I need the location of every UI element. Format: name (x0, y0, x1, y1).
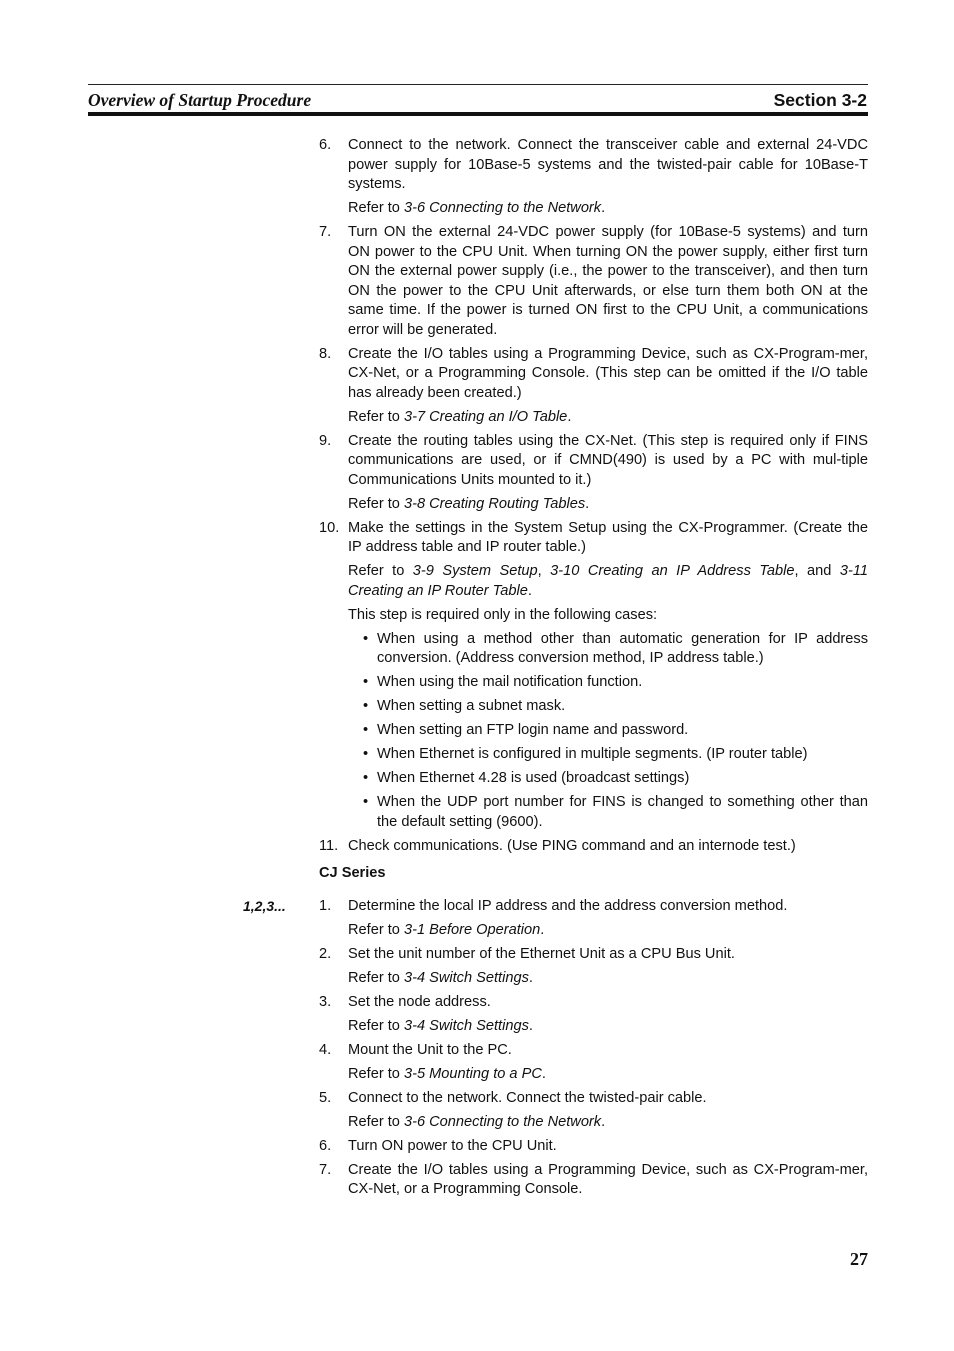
list-item: 7. Create the I/O tables using a Programming Device, such as CX-Program-mer, CX-Net, or a Programming Console. (319, 1161, 868, 1197)
bullet-item: • When using a method other than automatic generation for IP address conversion. (Address conversion method, IP address table.) (363, 630, 868, 666)
list-item: 11. Check communications. (Use PING command and an internode test.) (319, 837, 796, 854)
reference-line: Refer to 3-4 Switch Settings. (348, 1017, 533, 1034)
header-rule-top (88, 84, 868, 85)
bullet-icon: • (363, 794, 369, 810)
reference-line: Refer to 3-4 Switch Settings. (348, 969, 533, 986)
subsection-heading: CJ Series (319, 865, 386, 881)
cross-reference: 3-9 System Setup (412, 563, 538, 579)
list-item: 8. Create the I/O tables using a Programming Device, such as CX-Program-mer, CX-Net, or a Programming Console. (This step can be omitted if the I/O table has already been created.) (319, 345, 868, 401)
list-item: 6. Turn ON power to the CPU Unit. (319, 1137, 557, 1154)
bullet-icon: • (363, 674, 369, 690)
reference-line: Refer to 3-8 Creating Routing Tables. (348, 495, 590, 512)
cross-reference: 3-5 Mounting to a PC (403, 1065, 542, 1082)
cross-reference: 3-8 Creating Routing Tables (403, 495, 586, 512)
bullet-item: • When setting an FTP login name and password. (319, 721, 868, 741)
running-header-title: Overview of Startup Procedure (88, 90, 312, 110)
bullet-item: • When using the mail notification function. (319, 673, 868, 693)
list-item: 4. Mount the Unit to the PC. (319, 1041, 512, 1058)
header-rule-bottom (88, 112, 868, 116)
cross-reference: 3-11 Creating an IP Router Table (348, 563, 868, 599)
reference-line: Refer to 3-6 Connecting to the Network. (348, 200, 606, 216)
step-label: 1,2,3... (243, 897, 286, 914)
cross-reference: 3-4 Switch Settings (403, 969, 529, 986)
bullet-item: • When the UDP port number for FINS is changed to something other than the default setting (9600). (363, 794, 868, 830)
list-item: 1. Determine the local IP address and the address conversion method. 1,2,3... (319, 897, 868, 917)
bullet-item: • When setting a subnet mask. (319, 697, 868, 717)
bullet-icon: • (363, 770, 369, 786)
list-item: 3. Set the node address. (319, 993, 491, 1010)
cross-reference: 3-6 Connecting to the Network (403, 1113, 602, 1130)
page-body (243, 136, 868, 1204)
list-item: 2. Set the unit number of the Ethernet Unit as a CPU Bus Unit. (319, 945, 735, 962)
reference-line: Refer to 3-9 System Setup, 3-10 Creating an IP Address Table, and 3-11 Creating an IP Router Table. (348, 563, 868, 599)
list-item: 6. Connect to the network. Connect the transceiver cable and external 24-VDC power supply for 10Base-5 systems and the twisted-pair cable for 10Base-T systems. (319, 137, 868, 192)
section-number: Section 3-2 (773, 90, 867, 110)
bullet-item: • When Ethernet is configured in multiple segments. (IP router table) (319, 745, 868, 765)
list-item: 5. Connect to the network. Connect the twisted-pair cable. (319, 1089, 707, 1106)
reference-line: Refer to 3-1 Before Operation. (348, 921, 545, 938)
cross-reference: 3-10 Creating an IP Address Table (550, 563, 795, 579)
reference-line: Refer to 3-7 Creating an I/O Table. (348, 408, 572, 425)
page-number: 27 (850, 1249, 868, 1269)
bullet-icon: • (363, 630, 369, 647)
list-item: 9. Create the routing tables using the CX-Net. (This step is required only if FINS communications are used, or if CMND(490) is used by a PC with mul-tiple Communications Units mounted to it.) (319, 432, 868, 488)
cases-intro: This step is required only in the following cases: (348, 606, 658, 623)
list-item: 7. Turn ON the external 24-VDC power supply (for 10Base-5 systems) and turn ON power to the CPU Unit. When turning ON the power supply, either first turn ON the external power supply (i.e., the power to the transceiver), and then turn ON the power to the CPU Unit afterwards, or else turn them both ON at the same time. If the power is turned ON first to the CPU Unit, a communications error will be generated. (319, 224, 868, 338)
reference-line: Refer to 3-5 Mounting to a PC. (348, 1065, 546, 1082)
bullet-icon: • (363, 698, 369, 714)
cross-reference: 3-7 Creating an I/O Table (403, 408, 568, 425)
cross-reference: 3-1 Before Operation (403, 921, 541, 938)
cross-reference: 3-6 Connecting to the Network (403, 200, 602, 216)
bullet-icon: • (363, 722, 369, 738)
list-item: 10. Make the settings in the System Setup using the CX-Programmer. (Create the IP address table and IP router table.) (319, 519, 868, 555)
reference-line: Refer to 3-6 Connecting to the Network. (348, 1113, 606, 1130)
cross-reference: 3-4 Switch Settings (403, 1017, 529, 1034)
bullet-icon: • (363, 746, 369, 762)
bullet-item: • When Ethernet 4.28 is used (broadcast settings) (319, 769, 868, 789)
